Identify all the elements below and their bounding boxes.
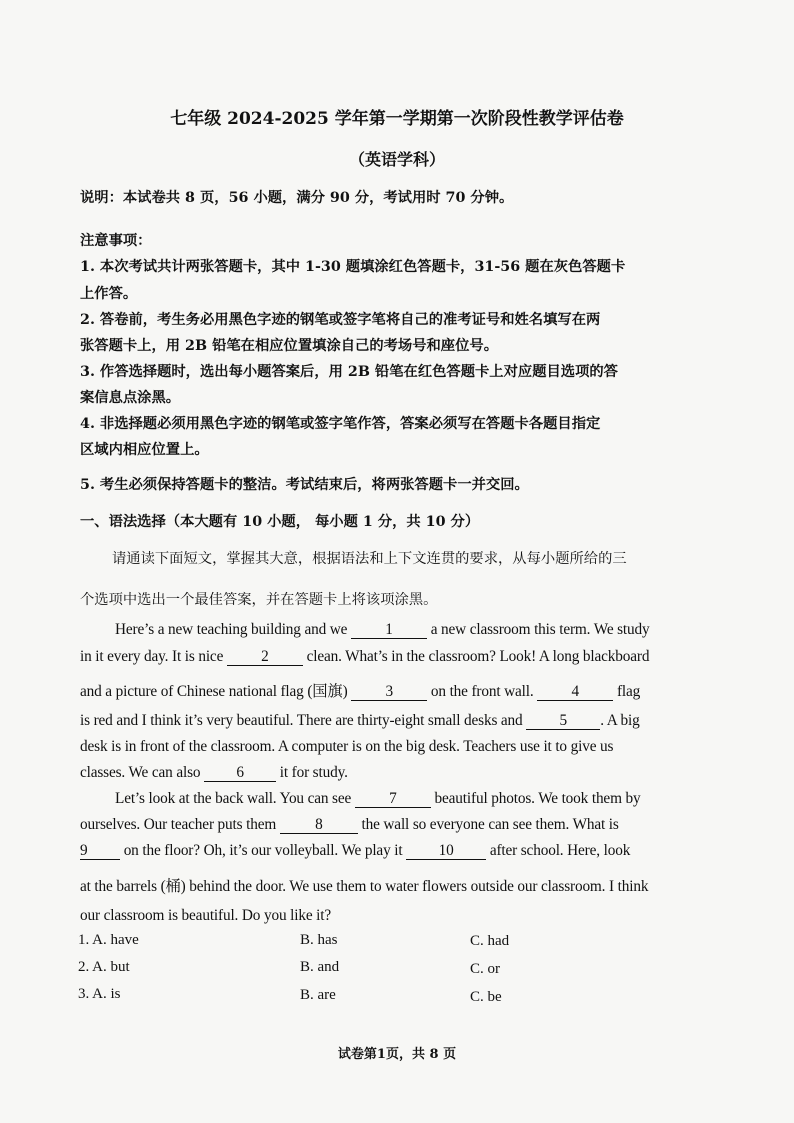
passage-text: on the floor? Oh, it’s our volleyball. We play it	[123, 842, 403, 859]
notes-heading: 注意事项：	[80, 233, 152, 249]
page-footer: 试卷第1页，共 8 页	[337, 1047, 457, 1062]
blank-5: 5	[526, 713, 600, 730]
blank-8: 8	[280, 817, 358, 834]
passage-text: on the front wall.	[430, 683, 534, 700]
passage-line-6	[80, 764, 348, 782]
passage-line-1	[115, 621, 650, 639]
note-3-line-1: 3. 作答选择题时，选出每小题答案后，用 2B 铅笔在红色答题卡上对应题目选项的答	[80, 364, 618, 380]
passage-text: . A big	[600, 712, 640, 729]
passage-text: and a picture of Chinese national flag (国旗)	[80, 683, 348, 700]
passage-text: it for study.	[279, 764, 348, 781]
exam-description: 说明：本试卷共 8 页，56 小题，满分 90 分，考试用时 70 分钟。	[80, 190, 514, 206]
question-2-option-c: C. or	[470, 961, 500, 977]
passage-text: flag	[616, 683, 641, 700]
section-1-instructions-line-2: 个选项中选出一个最佳答案，并在答题卡上将该项涂黑。	[80, 592, 438, 608]
passage-text: clean. What’s in the classroom? Look! A long blackboard	[306, 648, 650, 665]
passage-text: a new classroom this term. We study	[430, 621, 650, 638]
passage-line-4	[80, 712, 640, 730]
passage-text: ourselves. Our teacher puts them	[80, 816, 277, 833]
question-1-option-a: 1. A. have	[78, 932, 139, 948]
passage-line-9	[80, 842, 630, 860]
question-1-option-c: C. had	[470, 933, 510, 949]
note-4-line-1: 4. 非选择题必须用黑色字迹的钢笔或签字笔作答，答案必须写在答题卡各题目指定	[80, 416, 601, 432]
passage-line-11: our classroom is beautiful. Do you like it?	[80, 907, 331, 924]
passage-line-5: desk is in front of the classroom. A computer is on the big desk. Teachers use it to give us	[80, 738, 614, 755]
passage-text: classes. We can also	[80, 764, 201, 781]
note-1-line-2: 上作答。	[80, 286, 138, 302]
question-3-option-b: B. are	[300, 987, 336, 1003]
note-4-line-2: 区域内相应位置上。	[80, 442, 209, 458]
blank-6: 6	[204, 765, 276, 782]
question-3-option-c: C. be	[470, 989, 502, 1005]
note-2-line-2: 张答题卡上，用 2B 铅笔在相应位置填涂自己的考场号和座位号。	[80, 338, 498, 354]
passage-text: Here’s a new teaching building and we	[115, 621, 348, 638]
passage-line-8	[80, 816, 619, 834]
passage-text: after school. Here, look	[489, 842, 631, 859]
question-3-option-a: 3. A. is	[78, 986, 121, 1002]
blank-1: 1	[351, 622, 427, 639]
question-2-option-b: B. and	[300, 959, 340, 975]
passage-text: beautiful photos. We took them by	[434, 790, 641, 807]
blank-4: 4	[537, 684, 613, 701]
section-1-instructions-line-1: 请通读下面短文，掌握其大意，根据语法和上下文连贯的要求，从每小题所给的三	[112, 551, 627, 567]
section-1-heading: 一、语法选择（本大题有 10 小题， 每小题 1 分，共 10 分）	[80, 514, 480, 530]
note-1-line-1: 1. 本次考试共计两张答题卡，其中 1-30 题填涂红色答题卡，31-56 题在灰色答题卡	[80, 259, 626, 275]
passage-line-2	[80, 648, 649, 666]
passage-line-3	[80, 679, 640, 701]
blank-2: 2	[227, 649, 303, 666]
exam-title: 七年级 2024-2025 学年第一学期第一次阶段性教学评估卷	[170, 109, 624, 129]
passage-line-7	[115, 790, 641, 808]
passage-text: is red and I think it’s very beautiful. There are thirty-eight small desks and	[80, 712, 523, 729]
note-5: 5. 考生必须保持答题卡的整洁。考试结束后，将两张答题卡一并交回。	[80, 477, 529, 493]
passage-line-10: at the barrels (桶) behind the door. We use them to water flowers outside our classroom. I think	[80, 878, 649, 895]
blank-9: 9	[80, 843, 120, 860]
passage-text: the wall so everyone can see them. What is	[361, 816, 619, 833]
passage-text: in it every day. It is nice	[80, 648, 224, 665]
note-2-line-1: 2. 答卷前，考生务必用黑色字迹的钢笔或签字笔将自己的准考证号和姓名填写在两	[80, 312, 601, 328]
blank-3: 3	[351, 684, 427, 701]
passage-text: Let’s look at the back wall. You can see	[115, 790, 352, 807]
question-2-option-a: 2. A. but	[78, 959, 130, 975]
blank-10: 10	[406, 843, 486, 860]
blank-7: 7	[355, 791, 431, 808]
exam-subject: （英语学科）	[348, 150, 445, 169]
note-3-line-2: 案信息点涂黑。	[80, 390, 181, 406]
question-1-option-b: B. has	[300, 932, 338, 948]
